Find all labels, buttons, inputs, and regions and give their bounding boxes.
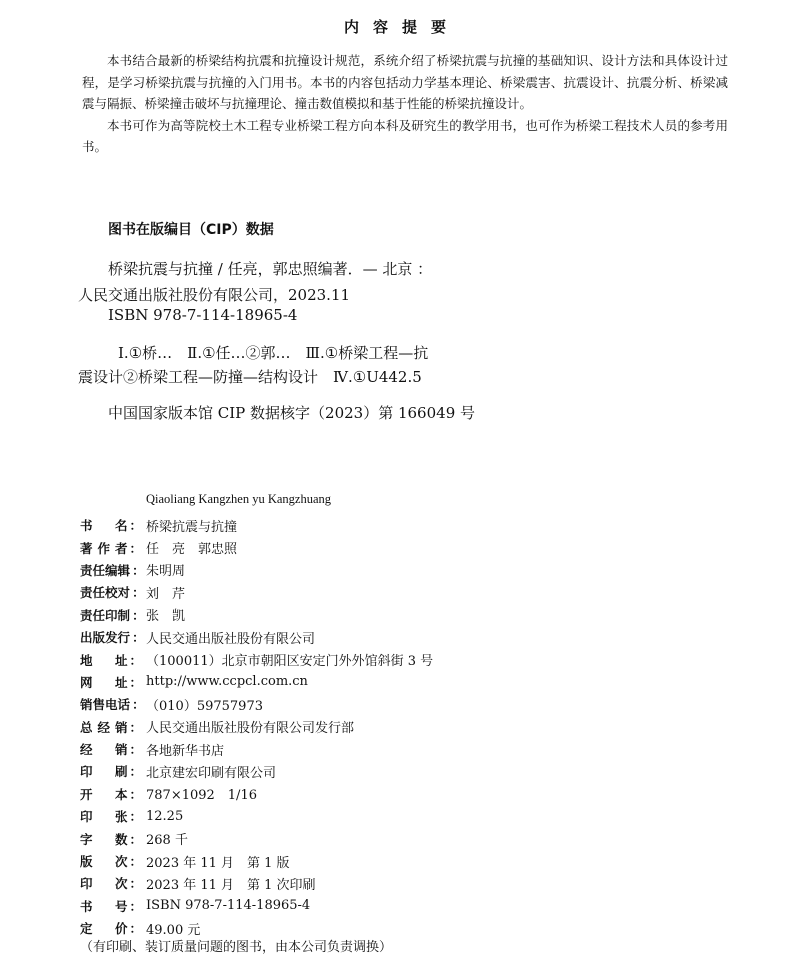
colophon-label bbox=[80, 606, 145, 624]
colophon-value: （100011）北京市朝阳区安定门外外馆斜街 3 号 bbox=[146, 654, 434, 670]
label-colon: ： bbox=[129, 898, 142, 914]
label-colon: ： bbox=[132, 630, 145, 646]
colophon-row bbox=[80, 559, 720, 581]
colophon-label bbox=[80, 740, 142, 758]
colophon-value: （010）59757973 bbox=[146, 698, 263, 714]
colophon-label-text: 网 址 bbox=[80, 674, 128, 690]
label-colon: ： bbox=[132, 585, 145, 601]
colophon-row bbox=[80, 671, 720, 693]
colophon-label-text: 书 名 bbox=[80, 518, 128, 534]
colophon-row bbox=[80, 760, 720, 782]
colophon-label-text: 责 任 校 对 bbox=[80, 585, 131, 601]
colophon-label bbox=[80, 830, 142, 848]
colophon-value: 人民交通出版社股份有限公司 bbox=[146, 631, 316, 647]
colophon-label-text: 书 号 bbox=[80, 898, 128, 914]
label-colon: ： bbox=[129, 518, 142, 534]
colophon-row bbox=[80, 626, 720, 648]
colophon-label-text: 字 数 bbox=[80, 831, 128, 847]
colophon-value: 北京建宏印刷有限公司 bbox=[146, 765, 277, 781]
label-colon: ： bbox=[132, 697, 145, 713]
colophon-label-text: 责 任 印 制 bbox=[80, 607, 131, 623]
summary-paragraph: 本书结合最新的桥梁结构抗震和抗撞设计规范，系统介绍了桥梁抗震与抗撞的基础知识、设计方法和具体设计过程，是学习桥梁抗震与抗撞的入门用书。本书的内容包括动力学基本理论、桥梁震害、抗震设计、抗震分析、桥梁减震与隔振、桥梁撞击破坏与抗撞理论、撞击数值模拟和基于性能的桥梁抗撞设计。 bbox=[82, 53, 728, 111]
colophon-value: http://www.ccpcl.com.cn bbox=[146, 674, 308, 690]
cip-line: Ⅰ.①桥… Ⅱ.①任…②郭… Ⅲ.①桥梁工程—抗 bbox=[118, 344, 429, 362]
colophon-value: ISBN 978-7-114-18965-4 bbox=[146, 898, 311, 914]
label-colon: ： bbox=[129, 786, 142, 802]
colophon-label-text: 定 价 bbox=[80, 921, 128, 937]
colophon-label bbox=[80, 651, 142, 669]
colophon-label-text: 责 任 编 辑 bbox=[80, 562, 131, 578]
label-colon: ： bbox=[129, 719, 142, 735]
colophon-row bbox=[80, 716, 720, 738]
colophon-row bbox=[80, 827, 720, 849]
colophon-label bbox=[80, 807, 142, 825]
colophon-label bbox=[80, 673, 142, 691]
colophon-row bbox=[80, 783, 720, 805]
colophon-label bbox=[80, 695, 145, 713]
colophon-value: 787×1092 1/16 bbox=[146, 788, 257, 804]
colophon-value: 朱明周 bbox=[146, 564, 186, 580]
cip-line: 震设计②桥梁工程—防撞—结构设计 Ⅳ.①U442.5 bbox=[78, 368, 422, 386]
colophon-row bbox=[80, 604, 720, 626]
label-colon: ： bbox=[132, 607, 145, 623]
label-colon: ： bbox=[132, 562, 145, 578]
colophon-label-text: 版 次 bbox=[80, 854, 128, 870]
colophon-value: 张 凯 bbox=[146, 609, 186, 625]
summary-title: 内容提要 bbox=[343, 18, 460, 36]
colophon-label-text: 总 经 销 bbox=[80, 719, 128, 735]
cip-line: 中国国家版本馆 CIP 数据核字（2023）第 166049 号 bbox=[108, 404, 476, 422]
quality-footnote: （有印刷、装订质量问题的图书，由本公司负责调换） bbox=[80, 940, 393, 955]
colophon-label-text: 著 作 者 bbox=[80, 540, 128, 556]
colophon-value: 刘 芹 bbox=[146, 586, 186, 602]
colophon-label-text: 经 销 bbox=[80, 742, 128, 758]
label-colon: ： bbox=[129, 831, 142, 847]
cip-line: ISBN 978-7-114-18965-4 bbox=[108, 306, 298, 324]
colophon-table bbox=[80, 514, 720, 939]
colophon-label bbox=[80, 785, 142, 803]
cip-line: 人民交通出版社股份有限公司，2023.11 bbox=[78, 286, 351, 304]
summary-paragraph: 本书可作为高等院校土木工程专业桥梁工程方向本科及研究生的教学用书，也可作为桥梁工程技术人员的参考用书。 bbox=[82, 117, 728, 154]
colophon-label-text: 销 售 电 话 bbox=[80, 697, 131, 713]
colophon-label bbox=[80, 628, 145, 646]
label-colon: ： bbox=[129, 652, 142, 668]
label-colon: ： bbox=[129, 809, 142, 825]
colophon-row bbox=[80, 536, 720, 558]
label-colon: ： bbox=[129, 876, 142, 892]
colophon-label bbox=[80, 516, 142, 534]
colophon-value: 各地新华书店 bbox=[146, 743, 225, 759]
cip-line: 桥梁抗震与抗撞 / 任亮，郭忠照编著．— 北京 ： bbox=[108, 260, 433, 278]
colophon-row bbox=[80, 850, 720, 872]
colophon-row bbox=[80, 514, 720, 536]
colophon-label bbox=[80, 539, 142, 557]
colophon-row bbox=[80, 872, 720, 894]
label-colon: ： bbox=[129, 921, 142, 937]
label-colon: ： bbox=[129, 764, 142, 780]
colophon-row bbox=[80, 693, 720, 715]
colophon-label bbox=[80, 583, 145, 601]
colophon-value: 12.25 bbox=[146, 808, 184, 824]
colophon-value: 49.00 元 bbox=[146, 922, 201, 938]
colophon-label bbox=[80, 718, 142, 736]
colophon-label bbox=[80, 919, 142, 937]
colophon-label-text: 印 次 bbox=[80, 876, 128, 892]
colophon-row bbox=[80, 648, 720, 670]
colophon-row bbox=[80, 805, 720, 827]
colophon-value: 人民交通出版社股份有限公司发行部 bbox=[146, 721, 355, 737]
colophon-value: 268 千 bbox=[146, 833, 188, 849]
colophon-row bbox=[80, 738, 720, 760]
colophon-row bbox=[80, 895, 720, 917]
colophon-value: 桥梁抗震与抗撞 bbox=[146, 519, 238, 535]
label-colon: ： bbox=[129, 854, 142, 870]
colophon-value: 2023 年 11 月 第 1 版 bbox=[146, 855, 290, 871]
colophon-label bbox=[80, 561, 145, 579]
colophon-value: 2023 年 11 月 第 1 次印刷 bbox=[146, 877, 316, 893]
colophon-row bbox=[80, 581, 720, 603]
pinyin-title: Qiaoliang Kangzhen yu Kangzhuang bbox=[146, 492, 332, 506]
colophon-label-text: 开 本 bbox=[80, 786, 128, 802]
colophon-label-text: 出 版 发 行 bbox=[80, 630, 131, 646]
colophon-label bbox=[80, 874, 142, 892]
colophon-label-text: 印 张 bbox=[80, 809, 128, 825]
label-colon: ： bbox=[129, 742, 142, 758]
colophon-label-text: 地 址 bbox=[80, 652, 128, 668]
cip-heading: 图书在版编目（CIP）数据 bbox=[108, 222, 274, 238]
label-colon: ： bbox=[129, 540, 142, 556]
label-colon: ： bbox=[129, 674, 142, 690]
colophon-label bbox=[80, 897, 142, 915]
colophon-label-text: 印 刷 bbox=[80, 764, 128, 780]
summary-body bbox=[82, 50, 728, 158]
colophon-value: 任 亮 郭忠照 bbox=[146, 542, 238, 558]
colophon-label bbox=[80, 762, 142, 780]
colophon-label bbox=[80, 852, 142, 870]
